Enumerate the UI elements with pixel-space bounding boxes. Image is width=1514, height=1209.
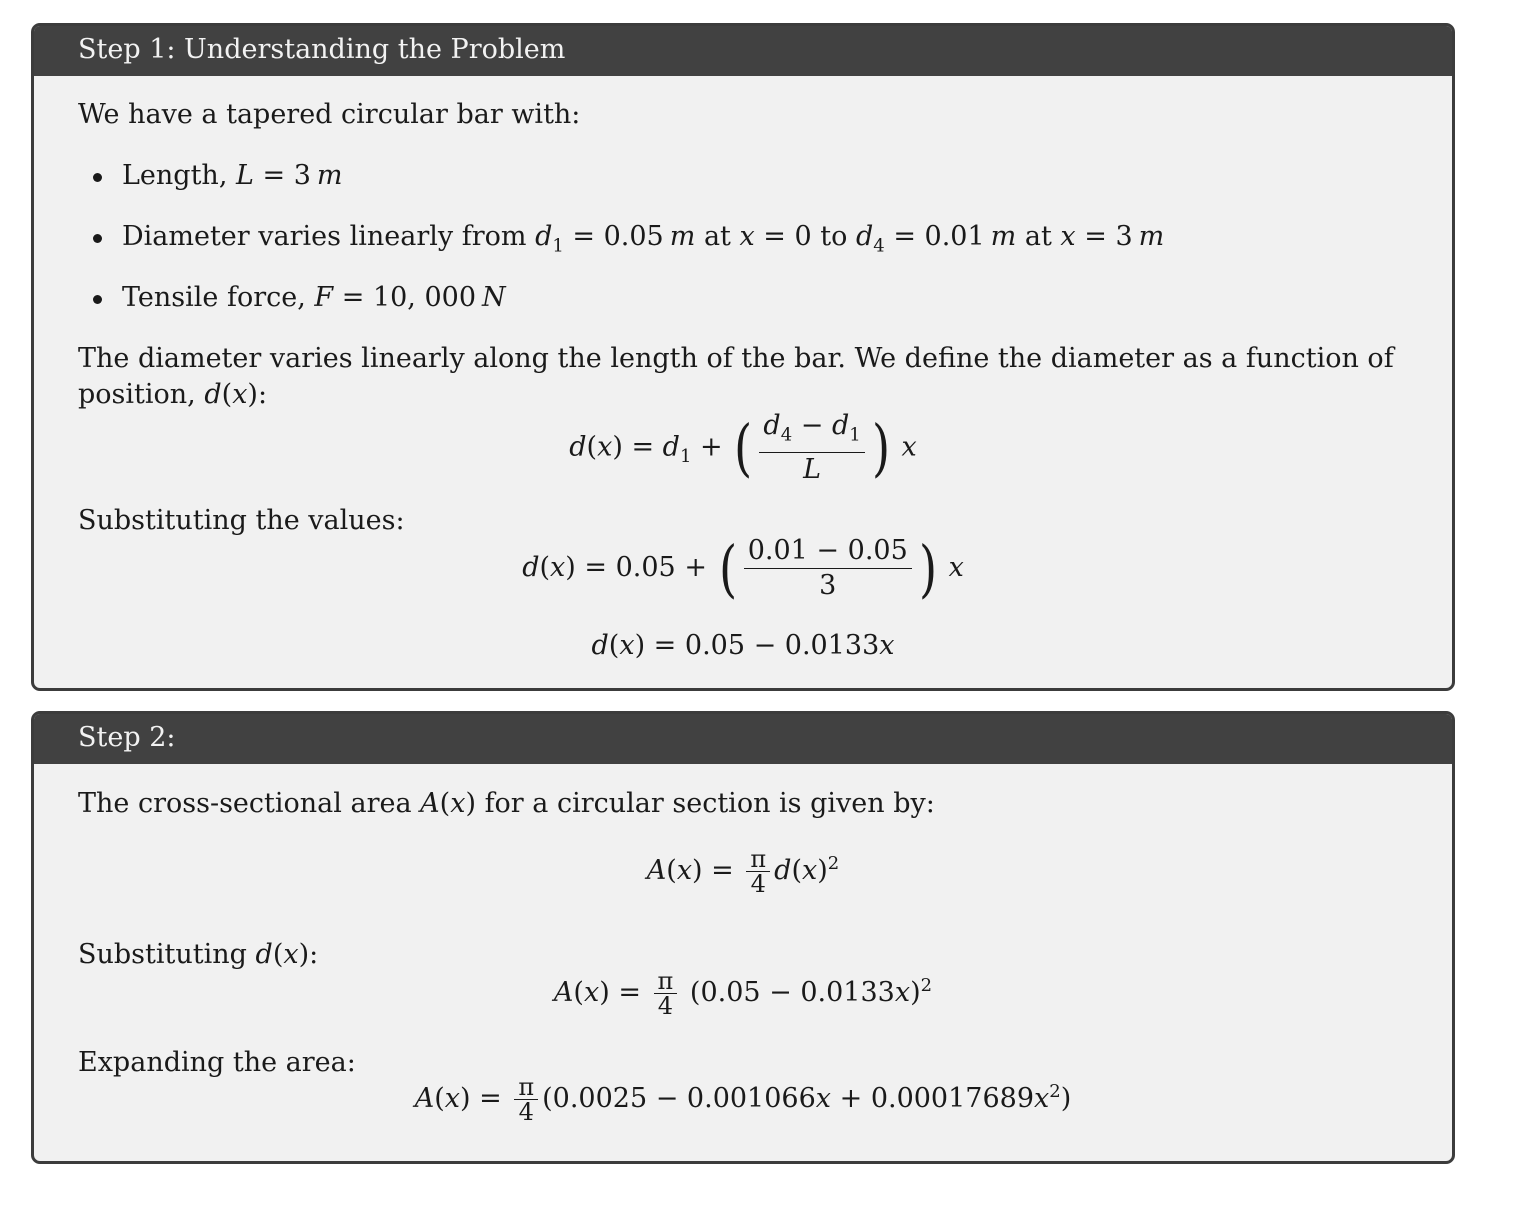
step-2-substitution-label: Substituting d(x):: [78, 939, 319, 970]
step-2-expansion-label: Expanding the area:: [78, 1047, 356, 1078]
bullet-diameter: Diameter varies linearly from $d_1 = 0.05$ m at x = 0 to $d_4 = 0.01$ m at x = 3 m: [122, 220, 1164, 263]
bullet-force: Tensile force, F = 10, 000 N: [122, 281, 506, 315]
equation-diameter-substituted: d(x) = 0.05 + ( $\frac{0.01 - 0.05}{3}$ ) x: [522, 531, 964, 605]
bullet-length: Length, L = 3 m: [122, 159, 343, 193]
bullet-dot: [93, 234, 102, 243]
step-1-description-line-1: The diameter varies linearly along the length of the bar. We define the diameter as a function of: [78, 343, 1394, 374]
step-2-title: Step 2:: [34, 714, 1452, 764]
step-1-substitution-label: Substituting the values:: [78, 505, 405, 536]
bullet-dot: [93, 295, 102, 304]
step-2-card: [31, 711, 1455, 1164]
step-1-intro: We have a tapered circular bar with:: [78, 99, 581, 130]
bullet-dot: [93, 173, 102, 182]
step-2-body: [34, 764, 1452, 1161]
step-2-intro: The cross-sectional area A(x) for a circular section is given by:: [78, 788, 935, 819]
step-1-description-line-2: position, d(x):: [78, 379, 268, 410]
equation-area-substituted: A(x) = $\frac{\pi}{4}$ $(0.05 - 0.0133x)^2$: [553, 967, 933, 1020]
equation-diameter-general: $d(x) = d_1$ + ( $\frac{d_4 - d_1}{L}$ ) x: [569, 410, 917, 486]
equation-diameter-simplified: d(x) = 0.05 − 0.0133x: [591, 630, 895, 661]
equation-area-general: A(x) = $\frac{\pi}{4}$ $d(x)^2$: [646, 845, 840, 898]
step-1-card: [31, 23, 1455, 691]
equation-area-expanded: A(x) = $\frac{\pi}{4}$ $(0.0025 - 0.001066x + 0.00017689x^2)$: [414, 1073, 1072, 1126]
step-1-body: [34, 76, 1452, 688]
step-1-title: Step 1: Understanding the Problem: [34, 26, 1452, 76]
